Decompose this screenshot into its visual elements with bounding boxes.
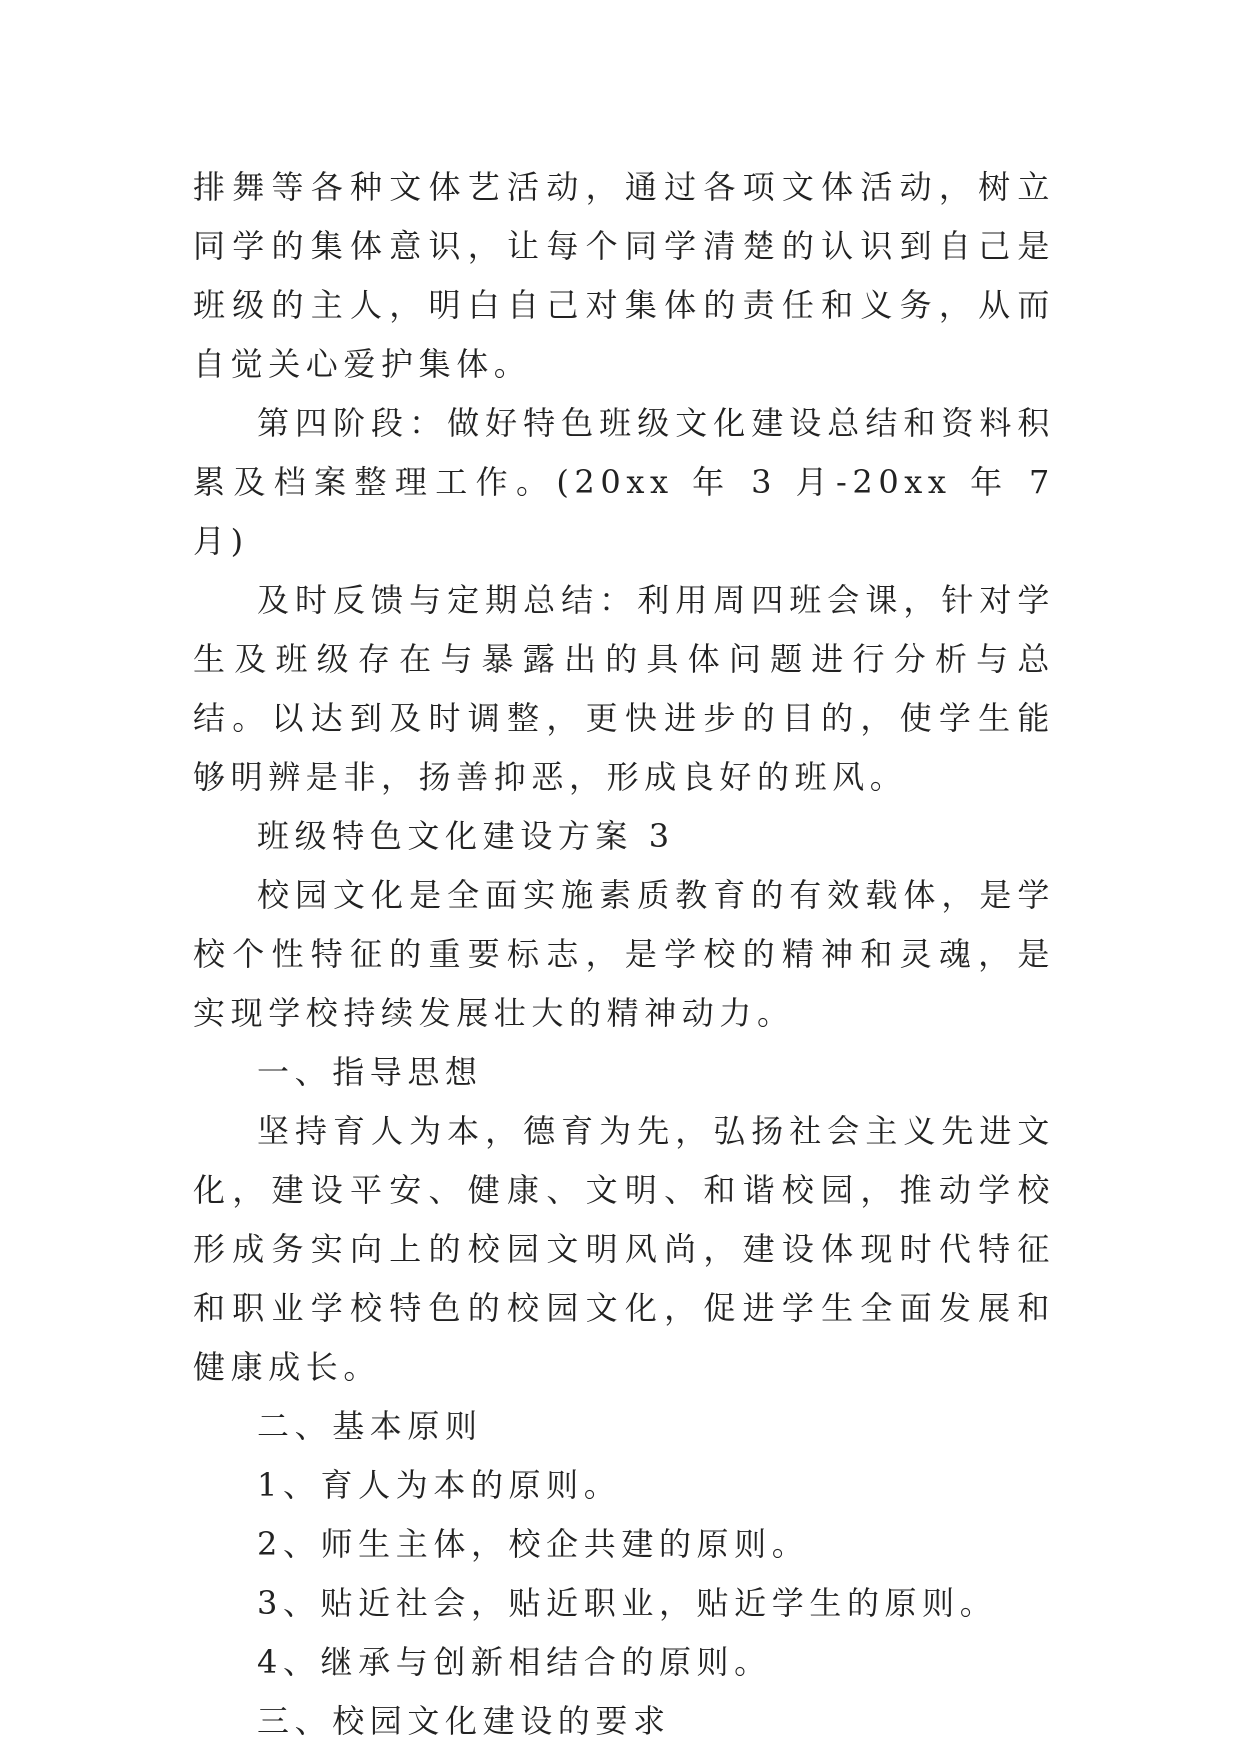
list-item-principle-2: 2、师生主体，校企共建的原则。 — [257, 1525, 810, 1563]
heading-requirements: 三、校园文化建设的要求 — [257, 1702, 671, 1740]
paragraph-campus-culture: 校园文化是全面实施素质教育的有效载体，是学校个性特征的重要标志，是学校的精神和灵魂，是实现学校持续发展壮大的精神动力。 — [193, 876, 1055, 1032]
paragraph-stage-four: 第四阶段：做好特色班级文化建设总结和资料积累及档案整理工作。(20xx 年 3 月-20xx 年 7 月) — [193, 404, 1055, 560]
heading-basic-principles: 二、基本原则 — [257, 1407, 483, 1445]
paragraph-guiding-ideology: 坚持育人为本，德育为先，弘扬社会主义先进文化，建设平安、健康、文明、和谐校园，推动学校形成务实向上的校园文明风尚，建设体现时代特征和职业学校特色的校园文化，促进学生全面发展和健康成长。 — [193, 1112, 1055, 1386]
list-item-principle-4: 4、继承与创新相结合的原则。 — [257, 1643, 772, 1681]
document-body — [193, 158, 1055, 1751]
section-title-plan-3: 班级特色文化建设方案 3 — [257, 817, 675, 855]
heading-guiding-ideology: 一、指导思想 — [257, 1053, 483, 1091]
list-item-principle-1: 1、育人为本的原则。 — [257, 1466, 622, 1504]
list-item-principle-3: 3、贴近社会，贴近职业，贴近学生的原则。 — [257, 1584, 998, 1622]
paragraph-continuation: 排舞等各种文体艺活动，通过各项文体活动，树立同学的集体意识，让每个同学清楚的认识到自己是班级的主人，明白自己对集体的责任和义务，从而自觉关心爱护集体。 — [193, 168, 1055, 383]
paragraph-feedback-summary: 及时反馈与定期总结：利用周四班会课，针对学生及班级存在与暴露出的具体问题进行分析与总结。以达到及时调整，更快进步的目的，使学生能够明辨是非，扬善抑恶，形成良好的班风。 — [193, 581, 1055, 796]
